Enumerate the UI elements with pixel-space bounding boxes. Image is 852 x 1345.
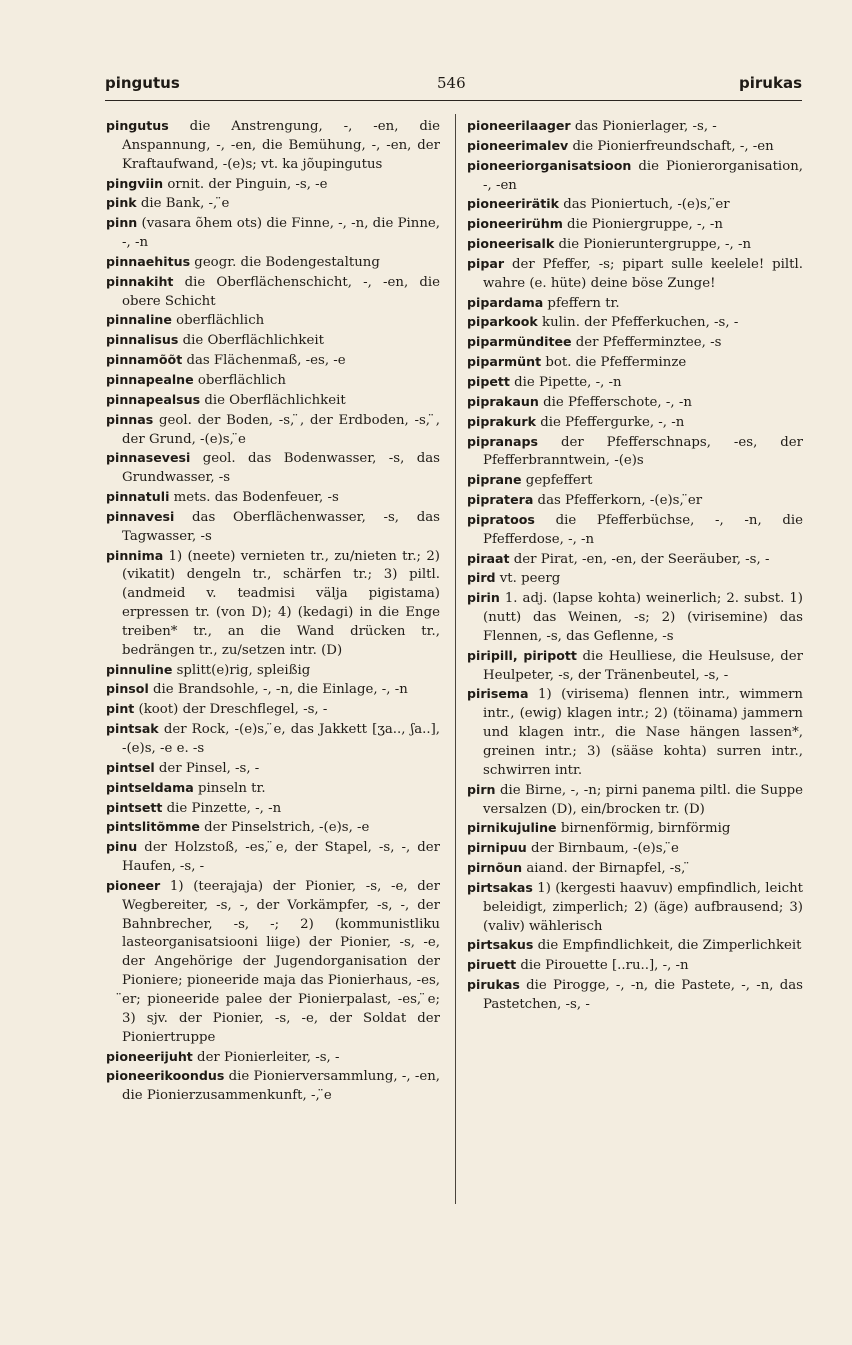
- dictionary-entry: [106, 508, 440, 547]
- dictionary-entry: [106, 449, 440, 488]
- entry-definition: die Birne, -, -n; pirni panema piltl. die Suppe versalzen (D), ein/brocken tr. (D): [483, 782, 803, 817]
- entry-headword: pioneerikoondus: [106, 1068, 225, 1084]
- dictionary-entry: [106, 117, 440, 175]
- dictionary-entry: [106, 175, 440, 195]
- entry-headword: pirtsakus: [467, 937, 534, 953]
- entry-definition: 1) (virisema) flennen intr., wimmern intr., (ewig) klagen intr.; 2) (töinama) jammern und klagen intr., die Nase hängen lassen*, greinen intr.; 3) (sääse kohta) surren intr., schwirren intr.: [483, 687, 803, 778]
- dictionary-entry: [106, 273, 440, 312]
- dictionary-entry: [106, 311, 440, 331]
- entry-headword: pioneerirühm: [467, 216, 563, 232]
- dictionary-entry: [467, 313, 803, 333]
- entry-definition: geol. das Bodenwasser, -s, das Grundwasser, -s: [122, 451, 440, 486]
- entry-headword: pintsak: [106, 721, 159, 737]
- entry-headword: pipardama: [467, 294, 544, 310]
- entry-definition: geogr. die Bodengestaltung: [190, 254, 380, 270]
- entry-headword: pioneerijuht: [106, 1048, 193, 1064]
- entry-headword: pingviin: [106, 175, 164, 191]
- dictionary-entry: [106, 877, 440, 1048]
- right-column: [467, 117, 803, 1015]
- dictionary-entry: [467, 294, 803, 314]
- entry-definition: oberflächlich: [193, 372, 286, 388]
- entry-definition: der Pinsel, -s, -: [154, 760, 260, 776]
- entry-headword: pioneerilaager: [467, 118, 571, 133]
- entry-headword: pird: [467, 570, 496, 586]
- entry-definition: der Pfefferminztee, -s: [571, 335, 722, 351]
- entry-definition: die Pfeffergurke, -, -n: [535, 414, 685, 430]
- entry-definition: die Oberflächlichkeit: [200, 392, 346, 408]
- entry-definition: die Pirouette [..ru..], -, -n: [516, 958, 689, 974]
- dictionary-entry: [467, 215, 803, 235]
- entry-definition: der Pfefferschnaps, -es, der Pfefferbranntwein, -(e)s: [483, 434, 803, 469]
- entry-headword: pintslitõmme: [106, 819, 200, 835]
- dictionary-entry: [106, 1067, 440, 1106]
- entry-definition: die Brandsohle, -, -n, die Einlage, -, -n: [148, 682, 408, 698]
- entry-definition: die Pfefferschote, -, -n: [538, 394, 692, 410]
- entry-headword: pinnaehitus: [106, 253, 191, 269]
- dictionary-entry: [106, 351, 440, 371]
- dictionary-entry: [467, 235, 803, 255]
- entry-headword: pink: [106, 195, 137, 211]
- dictionary-entry: [106, 661, 440, 681]
- entry-headword: pirtsakas: [467, 879, 533, 895]
- entry-definition: das Flächenmaß, -es, -e: [182, 353, 346, 369]
- dictionary-entry: [106, 720, 440, 759]
- dictionary-entry: [467, 353, 803, 373]
- entry-headword: pinsol: [106, 681, 149, 697]
- page-number: 546: [437, 74, 466, 92]
- entry-definition: ornit. der Pinguin, -s, -e: [163, 176, 328, 192]
- entry-definition: die Pirogge, -, -n, die Pastete, -, -n, das Pastetchen, -s, -: [483, 978, 803, 1012]
- entry-definition: die Empfindlichkeit, die Zimperlichkeit: [533, 938, 802, 954]
- dictionary-entry: [467, 255, 803, 294]
- entry-headword: piparmünt: [467, 354, 542, 370]
- dictionary-entry: [106, 371, 440, 391]
- entry-headword: piparkook: [467, 314, 538, 330]
- dictionary-entry: [467, 839, 803, 859]
- entry-headword: pintseldama: [106, 779, 194, 795]
- dictionary-entry: [467, 647, 803, 686]
- entry-headword: pirukas: [467, 977, 520, 993]
- entry-definition: die Pionierversammlung, -, -en, die Pionierzusammenkunft, -, ̈e: [122, 1069, 440, 1104]
- entry-headword: pintsett: [106, 799, 163, 815]
- dictionary-entry: [467, 413, 803, 433]
- entry-headword: pipranaps: [467, 433, 539, 449]
- entry-definition: splitt(e)rig, spleißig: [172, 662, 311, 678]
- entry-headword: pinnuline: [106, 661, 173, 677]
- dictionary-entry: [106, 391, 440, 411]
- dictionary-entry: [106, 818, 440, 838]
- header-left-guideword: pingutus: [105, 74, 180, 92]
- entry-definition: die Pfefferbüchse, -, -n, die Pfefferdose, -, -n: [483, 512, 803, 547]
- entry-definition: der Pinselstrich, -(e)s, -e: [199, 820, 370, 836]
- dictionary-entry: [467, 589, 803, 647]
- entry-headword: pinnamõõt: [106, 352, 183, 368]
- entry-headword: pioneerimalev: [467, 137, 569, 153]
- dictionary-entry: [106, 799, 440, 819]
- dictionary-entry: [467, 471, 803, 491]
- dictionary-entry: [467, 511, 803, 550]
- entry-definition: der Holzstoß, -es, ̈e, der Stapel, -s, -, der Haufen, -s, -: [122, 840, 440, 875]
- entry-headword: piripill, piripott: [467, 647, 577, 663]
- entry-definition: die Pinzette, -, -n: [162, 800, 282, 816]
- entry-headword: pinnalisus: [106, 332, 179, 348]
- entry-headword: pirn: [467, 781, 496, 797]
- header-right-guideword: pirukas: [739, 74, 802, 92]
- entry-definition: 1) (teerajaja) der Pionier, -s, -e, der Wegbereiter, -s, -, der Vorkämpfer, -s, -, der Bahnbrecher, -s, -; 2) (kommunistliku lasteorganisatsiooni liige) der Pionier, -s, -e, der Angehörige der Jugendorganisation der Pioniere; pioneeride maja das Pionierhaus, -es, ̈er; pioneeride palee der Pionierpalast, -es, ̈e; 3) sjv. der Pionier, -s, -e, der Soldat der Pioniertruppe: [122, 878, 440, 1045]
- entry-headword: pipratoos: [467, 511, 535, 527]
- dictionary-entry: [106, 214, 440, 253]
- entry-headword: piruett: [467, 957, 517, 973]
- dictionary-entry: [467, 117, 803, 137]
- entry-definition: das Pionierlager, -s, -: [570, 119, 717, 134]
- entry-definition: birnenförmig, birnförmig: [556, 821, 731, 837]
- dictionary-entry: [467, 685, 803, 780]
- entry-headword: pioneeriorganisatsioon: [467, 157, 632, 173]
- left-column: [106, 117, 440, 1106]
- entry-headword: pinn: [106, 215, 138, 231]
- dictionary-entry: [467, 569, 803, 589]
- entry-headword: pinnima: [106, 547, 164, 563]
- entry-definition: 1) (neete) vernieten tr., zu/nieten tr.; 2) (vikatit) dengeln tr., schärfen tr.; 3) piltl. (andmeid v. teadmisi välja pigistama) erpressen tr. (von D); 4) (kedagi) in die Enge treiben* tr., an die Wand drücken tr., bedrängen tr., zu/setzen intr. (D): [122, 548, 440, 658]
- entry-definition: die Oberflächenschicht, -, -en, die obere Schicht: [122, 274, 440, 309]
- entry-headword: piparmünditee: [467, 334, 572, 350]
- entry-headword: pioneerirätik: [467, 196, 559, 212]
- dictionary-entry: [467, 859, 803, 879]
- entry-definition: die Pionierfreundschaft, -, -en: [568, 138, 774, 154]
- dictionary-entry: [467, 879, 803, 937]
- entry-definition: der Pfeffer, -s; pipart sulle keelele! piltl. wahre (e. hüte) deine böse Zunge!: [483, 256, 803, 291]
- entry-headword: pirnikujuline: [467, 820, 557, 836]
- entry-headword: pipratera: [467, 492, 534, 508]
- dictionary-entry: [467, 393, 803, 413]
- dictionary-entry: [467, 491, 803, 511]
- dictionary-entry: [467, 137, 803, 157]
- entry-headword: pinnatuli: [106, 489, 170, 505]
- entry-headword: piraat: [467, 550, 510, 566]
- entry-definition: aiand. der Birnapfel, -s, ̈: [522, 861, 690, 877]
- entry-definition: pfeffern tr.: [543, 295, 620, 311]
- dictionary-entry: [467, 333, 803, 353]
- dictionary-entry: [467, 195, 803, 215]
- entry-headword: pipett: [467, 373, 510, 389]
- entry-headword: pingutus: [106, 118, 169, 133]
- entry-definition: der Pionierleiter, -s, -: [192, 1049, 340, 1065]
- entry-headword: pinnaline: [106, 312, 172, 328]
- header-rule: [105, 100, 802, 101]
- dictionary-entry: [106, 253, 440, 273]
- dictionary-entry: [467, 373, 803, 393]
- entry-definition: die Pipette, -, -n: [509, 374, 622, 390]
- dictionary-entry: [467, 157, 803, 196]
- dictionary-entry: [106, 194, 440, 214]
- entry-definition: bot. die Pfefferminze: [541, 355, 687, 371]
- dictionary-entry: [467, 936, 803, 956]
- entry-definition: vt. peerg: [495, 571, 561, 587]
- entry-definition: (koot) der Dreschflegel, -s, -: [134, 702, 328, 718]
- entry-headword: pintsel: [106, 759, 155, 775]
- entry-headword: piprane: [467, 472, 522, 488]
- dictionary-entry: [106, 700, 440, 720]
- dictionary-entry: [106, 759, 440, 779]
- entry-definition: der Rock, -(e)s, ̈e, das Jakkett [ʒa.., ʃa..], -(e)s, -e e. -s: [122, 722, 440, 756]
- dictionary-entry: [106, 779, 440, 799]
- entry-headword: pirnipuu: [467, 840, 527, 856]
- entry-headword: pinnasevesi: [106, 450, 191, 466]
- entry-definition: das Pfefferkorn, -(e)s, ̈er: [533, 493, 703, 509]
- entry-headword: piprakurk: [467, 413, 536, 429]
- dictionary-entry: [467, 976, 803, 1015]
- entry-definition: die Pionierorganisation, -, -en: [483, 158, 803, 193]
- dictionary-entry: [106, 838, 440, 877]
- column-divider: [455, 114, 456, 1204]
- entry-headword: pirisema: [467, 686, 529, 702]
- dictionary-entry: [467, 819, 803, 839]
- entry-definition: mets. das Bodenfeuer, -s: [169, 490, 339, 506]
- entry-headword: pioneerisalk: [467, 236, 555, 252]
- dictionary-entry: [106, 331, 440, 351]
- dictionary-entry: [106, 680, 440, 700]
- entry-definition: die Anstrengung, -, -en, die Anspannung, -, -en, die Bemühung, -, -en, der Kraftaufwand, -(e)s; vt. ka jõupingutus: [122, 119, 440, 172]
- entry-headword: pinnavesi: [106, 508, 175, 524]
- dictionary-entry: [106, 547, 440, 661]
- entry-definition: oberflächlich: [171, 313, 265, 329]
- entry-headword: piprakaun: [467, 393, 539, 409]
- entry-headword: pinnapealne: [106, 371, 194, 387]
- dictionary-entry: [106, 411, 440, 450]
- entry-headword: pioneer: [106, 877, 161, 893]
- entry-headword: pint: [106, 701, 135, 717]
- dictionary-entry: [467, 956, 803, 976]
- dictionary-entry: [106, 1048, 440, 1068]
- dictionary-entry: [467, 781, 803, 820]
- entry-headword: pinnakiht: [106, 273, 174, 289]
- entry-definition: pinseln tr.: [193, 780, 266, 796]
- entry-definition: die Pioniergruppe, -, -n: [562, 217, 723, 233]
- entry-headword: pinnas: [106, 411, 154, 427]
- entry-definition: 1. adj. (lapse kohta) weinerlich; 2. subst. 1) (nutt) das Weinen, -s; 2) (virisemine) das Flennen, -s, das Geflenne, -s: [483, 591, 803, 644]
- entry-definition: das Pioniertuch, -(e)s, ̈er: [558, 197, 730, 213]
- entry-definition: kulin. der Pfefferkuchen, -s, -: [537, 315, 739, 331]
- entry-definition: die Pionieruntergruppe, -, -n: [554, 237, 752, 253]
- entry-definition: die Heulliese, die Heulsuse, der Heulpeter, -s, der Tränenbeutel, -s, -: [483, 648, 803, 683]
- entry-headword: pipar: [467, 255, 505, 271]
- entry-headword: pirnõun: [467, 860, 523, 876]
- entry-definition: der Birnbaum, -(e)s, ̈e: [526, 841, 679, 857]
- entry-definition: die Oberflächlichkeit: [178, 333, 324, 349]
- dictionary-entry: [106, 488, 440, 508]
- entry-headword: pinu: [106, 839, 138, 855]
- entry-definition: der Pirat, -en, -en, der Seeräuber, -s, -: [509, 551, 770, 567]
- entry-definition: (vasara õhem ots) die Finne, -, -n, die Pinne, -, -n: [122, 216, 440, 251]
- dictionary-entry: [467, 550, 803, 570]
- page-header: [105, 74, 802, 96]
- dictionary-entry: [467, 433, 803, 472]
- entry-definition: das Oberflächenwasser, -s, das Tagwasser, -s: [122, 509, 440, 544]
- entry-headword: pirin: [467, 590, 500, 606]
- entry-definition: 1) (kergesti haavuv) empfindlich, leicht beleidigt, zimperlich; 2) (äge) aufbrausend; 3) (valiv) wählerisch: [483, 880, 803, 934]
- entry-definition: gepfeffert: [521, 473, 593, 489]
- entry-headword: pinnapealsus: [106, 391, 201, 407]
- entry-definition: die Bank, -, ̈e: [136, 196, 230, 212]
- entry-definition: geol. der Boden, -s, ̈, der Erdboden, -s, ̈, der Grund, -(e)s, ̈e: [122, 412, 440, 447]
